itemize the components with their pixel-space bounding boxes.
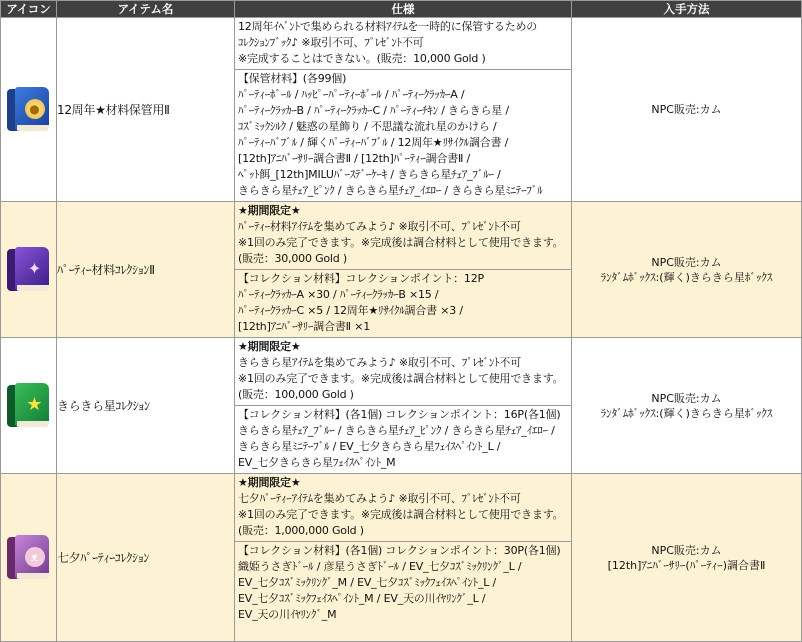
- blue-book-coin-icon: ●: [7, 87, 51, 133]
- spec-line: ﾊﾟｰﾃｨｰｸﾗｯｶｰA ×30 / ﾊﾟｰﾃｨｰｸﾗｯｶｰB ×15 /: [238, 288, 439, 301]
- source-line: NPC販売:カム: [651, 391, 722, 405]
- pink-book-rabbit-icon: ᴥ: [7, 535, 51, 581]
- spec-line: (販売：30,000 Gold ): [238, 252, 347, 265]
- spec-line: [238, 623, 568, 639]
- spec-line: 【コレクション材料】(各1個) コレクションポイント：16P(各1個): [238, 408, 561, 421]
- spec-line: ﾊﾟｰﾃｨｰｸﾗｯｶｰC ×5 / 12周年★ﾘｻｲｸﾙ調合書 ×3 /: [238, 304, 463, 317]
- source-line: NPC販売:カム: [651, 543, 722, 557]
- spec-line: [12th]ｱﾆﾊﾞｰｻﾘｰ調合書Ⅱ ×1: [238, 320, 370, 333]
- spec-line: ※1回のみ完了できます。※完成後は調合材料として使用できます。: [238, 372, 564, 385]
- green-book-star-icon: ★: [7, 383, 51, 429]
- spec-cell: [235, 474, 572, 642]
- item-name: きらきら星ｺﾚｸｼｮﾝ: [57, 338, 235, 474]
- source-cell: [572, 474, 802, 642]
- spec-line: 織姫うさぎﾄﾞｰﾙ / 彦星うさぎﾄﾞｰﾙ / EV_七夕ｺｽﾞﾐｯｸﾘﾝｸﾞ_L /: [238, 560, 522, 573]
- spec-line: きらきら星ﾁｪｱ_ﾋﾟﾝｸ / きらきら星ﾁｪｱ_ｲｴﾛｰ / きらきら星ﾐﾆﾃｰﾌﾞﾙ: [238, 184, 543, 197]
- spec-line: ﾊﾟｰﾃｨｰﾎﾞｰﾙ / ﾊｯﾋﾟｰﾊﾟｰﾃｨｰﾎﾞｰﾙ / ﾊﾟｰﾃｨｰｸﾗｯｶｰA /: [238, 88, 465, 101]
- spec-line: 【コレクション材料】コレクションポイント：12P: [238, 272, 484, 285]
- source-cell: [572, 18, 802, 202]
- header-source: 入手方法: [572, 1, 802, 18]
- icon-cell: [1, 18, 57, 202]
- spec-line: ※1回のみ完了できます。※完成後は調合材料として使用できます。: [238, 236, 564, 249]
- spec-line: EV_七夕ｺｽﾞﾐｯｸﾌｪｲｽﾍﾟｲﾝﾄ_M / EV_天の川ｲﾔﾘﾝｸﾞ_L /: [238, 592, 486, 605]
- source-line: [12th]ｱﾆﾊﾞｰｻﾘｰ(ﾊﾟｰﾃｨｰ)調合書Ⅱ: [607, 558, 766, 572]
- source-cell: [572, 338, 802, 474]
- icon-cell: [1, 202, 57, 338]
- spec-line: (販売：1,000,000 Gold ): [238, 524, 364, 537]
- spec-line: 七夕ﾊﾟｰﾃｨｰｱｲﾃﾑを集めてみよう♪ ※取引不可、ﾌﾟﾚｾﾞﾝﾄ不可: [238, 492, 521, 505]
- spec-line: きらきら星ｱｲﾃﾑを集めてみよう♪ ※取引不可、ﾌﾟﾚｾﾞﾝﾄ不可: [238, 356, 522, 369]
- spec-line: EV_天の川ｲﾔﾘﾝｸﾞ_M: [238, 608, 337, 621]
- spec-materials: [235, 405, 571, 473]
- table-row: [1, 202, 802, 338]
- source-cell: [572, 202, 802, 338]
- spec-line: ﾍﾟｯﾄ餌_[12th]MILUﾊﾞｰｽﾃﾞｰｹｰｷ / きらきら星ﾁｪｱ_ﾌﾞﾙｰ /: [238, 168, 501, 181]
- source-line: NPC販売:カム: [651, 255, 722, 269]
- table-header-row: [1, 1, 802, 18]
- spec-line: ﾊﾟｰﾃｨｰｸﾗｯｶｰB / ﾊﾟｰﾃｨｰｸﾗｯｶｰC / ﾊﾟｰﾃｨｰﾁｷﾝ / きらきら星 /: [238, 104, 509, 117]
- spec-materials: [235, 541, 571, 641]
- spec-line: EV_七夕きらきら星ﾌｪｲｽﾍﾟｲﾝﾄ_M: [238, 456, 396, 469]
- spec-materials: [235, 269, 571, 337]
- spec-cell: [235, 18, 572, 202]
- item-name: ﾊﾟｰﾃｨｰ材料ｺﾚｸｼｮﾝⅡ: [57, 202, 235, 338]
- spec-line: EV_七夕ｺｽﾞﾐｯｸﾘﾝｸﾞ_M / EV_七夕ｺｽﾞﾐｯｸﾌｪｲｽﾍﾟｲﾝﾄ_L /: [238, 576, 496, 589]
- spec-description: [235, 18, 571, 69]
- spec-line: ﾊﾟｰﾃｨｰﾊﾞﾌﾞﾙ / 輝くﾊﾟｰﾃｨｰﾊﾞﾌﾞﾙ / 12周年★ﾘｻｲｸﾙ調合書 /: [238, 136, 509, 149]
- spec-description: [235, 338, 571, 405]
- header-spec: 仕様: [235, 1, 572, 18]
- table-row: [1, 18, 802, 202]
- spec-description: [235, 474, 571, 541]
- header-icon: アイコン: [1, 1, 57, 18]
- spec-line: [12th]ｱﾆﾊﾞｰｻﾘｰ調合書Ⅱ / [12th]ﾊﾟｰﾃｨｰ調合書Ⅱ /: [238, 152, 471, 165]
- spec-line: (販売：100,000 Gold ): [238, 388, 354, 401]
- item-name: 七夕ﾊﾟｰﾃｨｰｺﾚｸｼｮﾝ: [57, 474, 235, 642]
- limited-badge: ★期間限定★: [238, 476, 301, 489]
- spec-line: 【保管材料】(各99個): [238, 72, 347, 85]
- spec-line: 12周年ｲﾍﾞﾝﾄで集められる材料ｱｲﾃﾑを一時的に保管するための: [238, 20, 538, 33]
- spec-cell: [235, 202, 572, 338]
- source-line: NPC販売:カム: [651, 103, 722, 116]
- spec-line: ※完成することはできない。(販売：10,000 Gold ): [238, 52, 486, 65]
- spec-line: ※1回のみ完了できます。※完成後は調合材料として使用できます。: [238, 508, 564, 521]
- spec-line: きらきら星ﾁｪｱ_ﾌﾞﾙｰ / きらきら星ﾁｪｱ_ﾋﾟﾝｸ / きらきら星ﾁｪｱ_ｲｴﾛｰ /: [238, 424, 555, 437]
- spec-line: 【コレクション材料】(各1個) コレクションポイント：30P(各1個): [238, 544, 561, 557]
- icon-cell: [1, 474, 57, 642]
- icon-cell: [1, 338, 57, 474]
- header-item-name: アイテム名: [57, 1, 235, 18]
- spec-cell: [235, 338, 572, 474]
- source-line: ﾗﾝﾀﾞﾑﾎﾞｯｸｽ:(輝く)きらきら星ﾎﾞｯｸｽ: [600, 406, 773, 420]
- spec-line: ﾊﾟｰﾃｨｰ材料ｱｲﾃﾑを集めてみよう♪ ※取引不可、ﾌﾟﾚｾﾞﾝﾄ不可: [238, 220, 521, 233]
- item-name: 12周年★材料保管用Ⅱ: [57, 18, 235, 202]
- source-line: ﾗﾝﾀﾞﾑﾎﾞｯｸｽ:(輝く)きらきら星ﾎﾞｯｸｽ: [600, 270, 773, 284]
- purple-book-sparkle-icon: ✦: [7, 247, 51, 293]
- spec-line: ｺﾚｸｼｮﾝﾌﾞｯｸ♪ ※取引不可、ﾌﾟﾚｾﾞﾝﾄ不可: [238, 36, 424, 49]
- limited-badge: ★期間限定★: [238, 204, 301, 217]
- table-row: [1, 474, 802, 642]
- spec-description: [235, 202, 571, 269]
- spec-line: きらきら星ﾐﾆﾃｰﾌﾞﾙ / EV_七夕きらきら星ﾌｪｲｽﾍﾟｲﾝﾄ_L /: [238, 440, 501, 453]
- spec-line: ｺｽﾞﾐｯｸｼﾙｸ / 魅惑の星飾り / 不思議な流れ星のかけら /: [238, 120, 497, 133]
- spec-materials: [235, 69, 571, 201]
- table-row: [1, 338, 802, 474]
- limited-badge: ★期間限定★: [238, 340, 301, 353]
